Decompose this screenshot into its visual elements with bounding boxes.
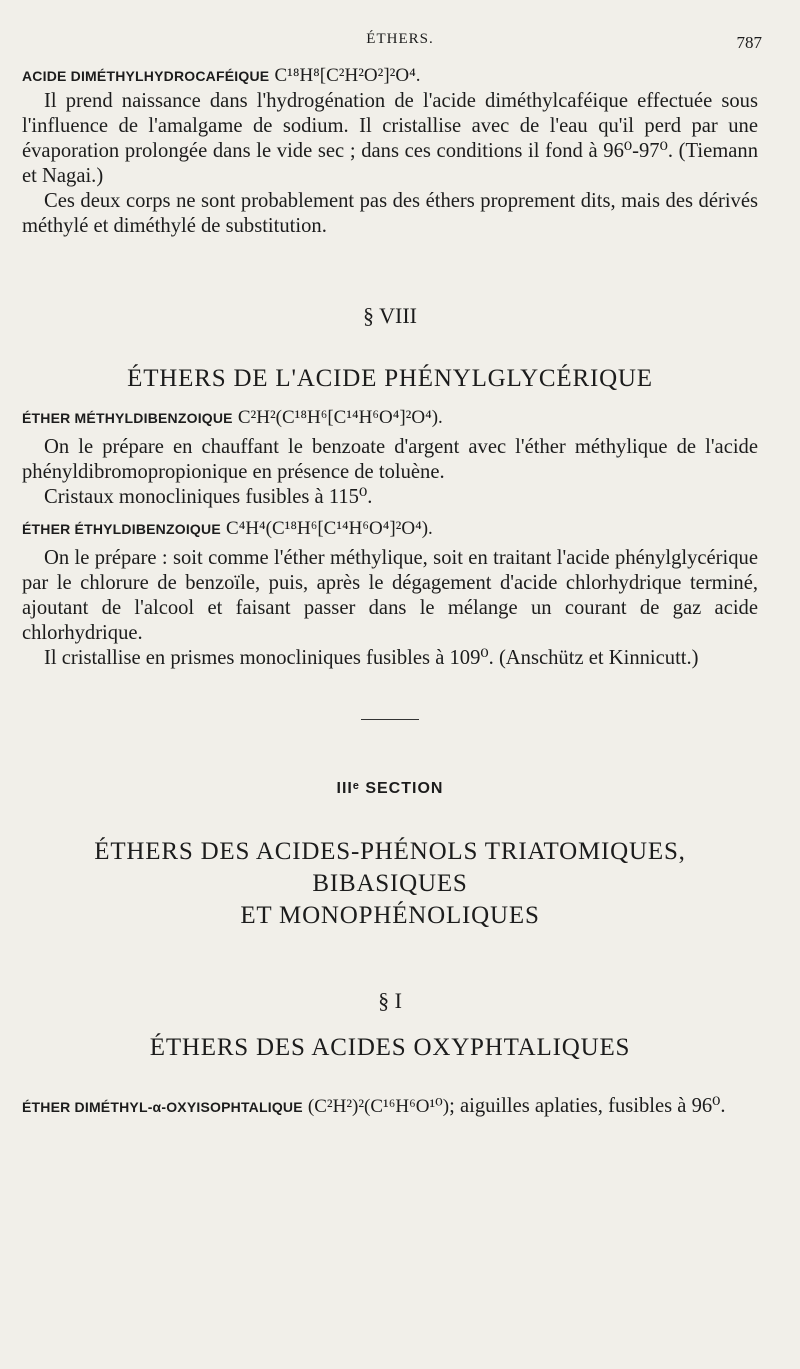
entry-dimethyl-oxyisophtalique	[22, 1094, 758, 1120]
entry-formula: C²H²(C¹⁸H⁶[C¹⁴H⁶O⁴]²O⁴).	[237, 407, 443, 428]
part-heading-line2: ET MONOPHÉNOLIQUES	[240, 902, 540, 929]
entry-methyldibenzoique-header	[22, 405, 758, 431]
page-content	[22, 60, 758, 1120]
paragraph: Cristaux monocliniques fusibles à 115⁰.	[44, 486, 373, 508]
entry-title: ÉTHER ÉTHYLDIBENZOIQUE	[22, 521, 221, 537]
entry-ethyldibenzoique-header	[22, 516, 758, 542]
running-head-title: ÉTHERS.	[366, 31, 434, 47]
section-mark: § VIII	[363, 303, 417, 328]
section-mark: § I	[378, 988, 402, 1013]
running-head	[0, 31, 800, 55]
section-divider	[361, 719, 419, 720]
entry-dimethylhydrocafeique-header	[22, 63, 758, 89]
paragraph: Il cristallise en prismes monocliniques fusibles à 109⁰. (Anschütz et Kinnicutt.)	[44, 647, 699, 669]
paragraph: Ces deux corps ne sont probablement pas des éthers proprement dits, mais des dérivés méthylé et diméthylé de substitution.	[22, 190, 758, 237]
entry-title: ÉTHER MÉTHYLDIBENZOIQUE	[22, 410, 233, 426]
paragraph: Il prend naissance dans l'hydrogénation de l'acide diméthylcaféique effectuée sous l'influence de l'amalgame de sodium. Il cristallise avec de l'eau qu'il perd par une évaporation prolongée dans le vide sec ; dans ces conditions il fond à 96⁰-97⁰. (Tiemann et Nagai.)	[22, 90, 758, 187]
page-number: 787	[736, 33, 762, 52]
entry-title: ÉTHER DIMÉTHYL-α-OXYISOPHTALIQUE	[22, 1099, 303, 1115]
part-label: IIIᵉ SECTION	[336, 780, 444, 797]
entry-formula: C⁴H⁴(C¹⁸H⁶[C¹⁴H⁶O⁴]²O⁴).	[226, 518, 433, 539]
entry-formula: C¹⁸H⁸[C²H²O²]²O⁴.	[274, 65, 421, 86]
entry-text: ; aiguilles aplaties, fusibles à 96⁰.	[449, 1095, 726, 1117]
section-heading: ÉTHERS DES ACIDES OXYPHTALIQUES	[149, 1034, 631, 1061]
entry-title: ACIDE DIMÉTHYLHYDROCAFÉIQUE	[22, 68, 270, 84]
part-heading-line1: ÉTHERS DES ACIDES-PHÉNOLS TRIATOMIQUES, BIBASIQUES	[94, 838, 686, 897]
paragraph: On le prépare en chauffant le benzoate d'argent avec l'éther méthylique de l'acide phényldibromopropionique en présence de toluène.	[22, 436, 758, 483]
section-heading: ÉTHERS DE L'ACIDE PHÉNYLGLYCÉRIQUE	[127, 365, 653, 392]
paragraph: On le prépare : soit comme l'éther méthylique, soit en traitant l'acide phénylglycérique par le chlorure de benzoïle, puis, après le dégagement d'acide chlorhydrique terminé, ajoutant de l'alcool et faisant passer dans le mélange un courant de gaz acide chlorhydrique.	[22, 547, 758, 644]
entry-formula: (C²H²)²(C¹⁶H⁶O¹⁰)	[307, 1096, 450, 1117]
